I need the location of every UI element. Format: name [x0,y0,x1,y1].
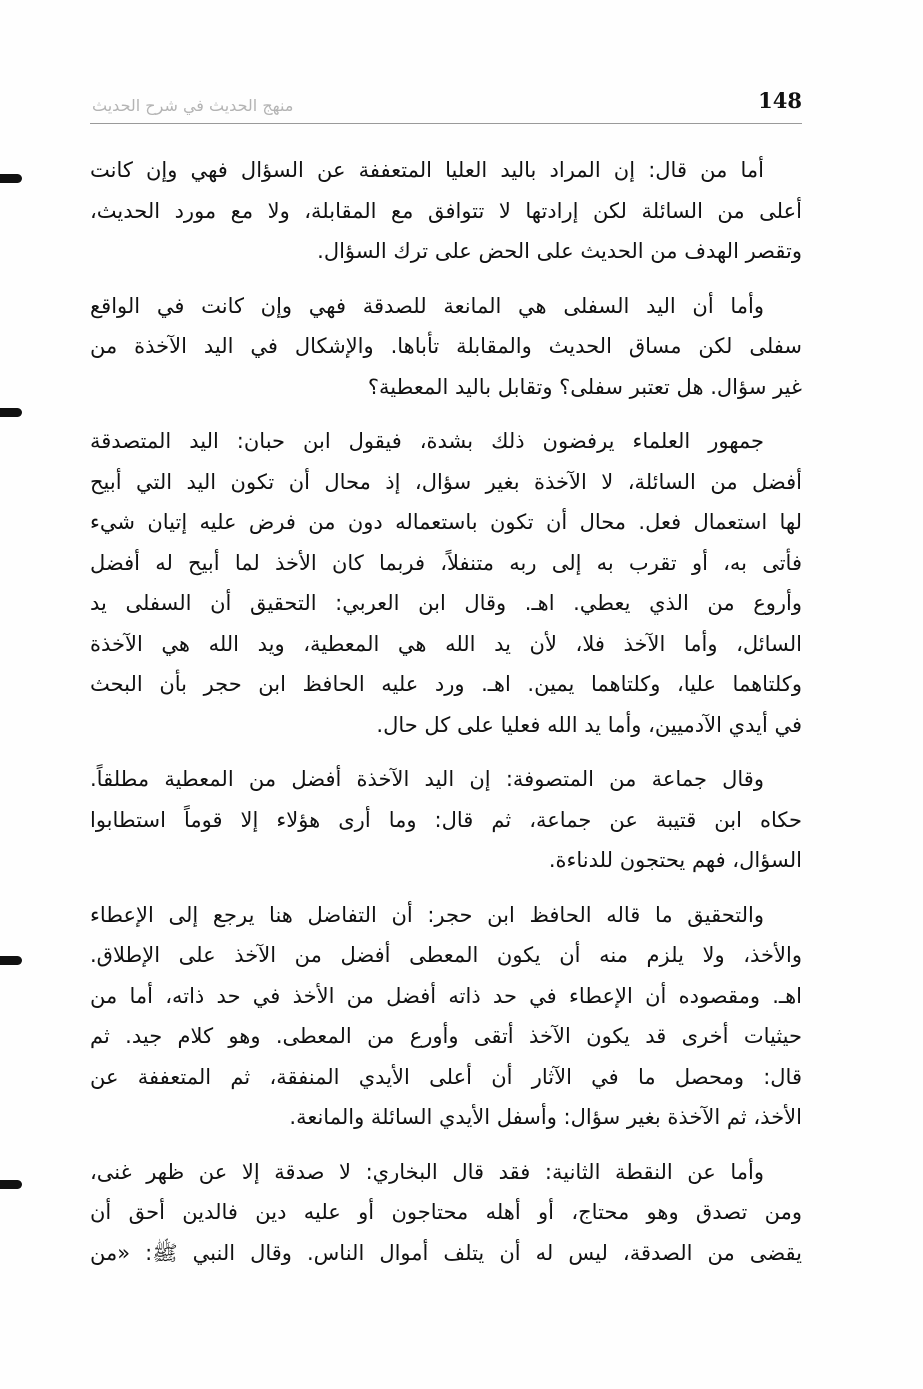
binding-mark [0,956,22,965]
header-rule [90,123,802,124]
text-line: وأروع من الذي يعطي. اهـ. وقال ابن العربي: التحقيق أن السفلى يد [90,591,802,615]
text-line: فأتى به، أو تقرب به إلى ربه متنفلاً، فربما كان الأخذ لما أبيح له أفضل [90,550,802,575]
text-line: والتحقيق ما قاله الحافظ ابن حجر: أن التفاضل هنا يرجع إلى الإعطاء [90,902,764,927]
page-header [90,88,802,122]
paragraph [90,150,802,272]
binding-mark [0,408,22,417]
text-line: في أيدي الآدميين، وأما يد الله فعليا على كل حال. [376,712,802,737]
text-line: الأخذ، ثم الآخذة بغير سؤال: وأسفل الأيدي السائلة والمانعة. [289,1105,802,1129]
text-line: وأما أن اليد السفلى هي المانعة للصدقة فهي وإن كانت في الواقع [90,293,764,318]
text-line: جمهور العلماء يرفضون ذلك بشدة، فيقول ابن حبان: اليد المتصدقة [90,429,764,453]
text-line: وتقصر الهدف من الحديث على الحض على ترك السؤال. [317,239,802,263]
text-line: لها استعمال فعل. محال أن تكون باستعماله دون من فرض عليه إتيان شيء [90,510,802,534]
paragraph [90,421,802,745]
binding-mark [0,1180,22,1189]
paragraph [90,895,802,1138]
text-line: أفضل من السائلة، لا الآخذة بغير سؤال، إذ محال أن تكون اليد التي أبيح [90,469,802,494]
text-line: قال: ومحصل ما في الآثار أن أعلى الأيدي المنفقة، ثم المتعففة عن [90,1064,802,1089]
text-line: وقال جماعة من المتصوفة: إن اليد الآخذة أفضل من المعطية مطلقاً. [90,767,764,791]
text-line: السؤال، فهم يحتجون للدناءة. [548,848,802,872]
paragraph [90,1152,802,1274]
text-line: غير سؤال. هل تعتبر سفلى؟ وتقابل باليد المعطية؟ [367,374,802,399]
text-line: حكاه ابن قتيبة عن جماعة، ثم قال: وما أرى هؤلاء إلا قوماً استطابوا [90,807,802,832]
text-line: أما من قال: إن المراد باليد العليا المتعففة عن السؤال فهي وإن كانت [90,158,764,182]
text-line: سفلى لكن مساق الحديث والمقابلة تأباها. والإشكال في اليد الآخذة من [90,334,802,358]
body-text [90,150,802,1287]
text-line: والأخذ، ولا يلزم منه أن يكون المعطى أفضل من الآخذ على الإطلاق. [90,943,802,967]
text-line: وأما عن النقطة الثانية: فقد قال البخاري: لا صدقة إلا عن ظهر غنى، [90,1159,764,1184]
paragraph [90,759,802,881]
text-line: يقضى من الصدقة، ليس له أن يتلف أموال الناس. وقال النبي ﷺ: «من [90,1240,802,1265]
text-line: وكلتاهما عليا، وكلتاهما يمين. اهـ. ورد عليه الحافظ ابن حجر بأن البحث [90,672,802,696]
text-line: اهـ. ومقصوده أن الإعطاء في حد ذاته أفضل من الأخذ في حد ذاته، أما من [90,983,802,1008]
paragraph [90,286,802,408]
page-number: 148 [758,88,802,113]
text-line: السائل، وأما الآخذ فلا، لأن يد الله هي المعطية، ويد الله هي الآخذة [90,631,802,656]
binding-mark [0,174,22,183]
text-line: أعلى من السائلة لكن إرادتها لا تتوافق مع المقابلة، ولا مع مورد الحديث، [90,198,802,223]
text-line: ومن تصدق وهو محتاج، أو أهله محتاجون أو عليه دين فالدين أحق أن [90,1200,802,1224]
running-head: منهج الحديث في شرح الحديث [92,96,294,115]
text-line: حيثيات أخرى قد يكون الآخذ أتقى وأورع من المعطى. وهو كلام جيد. ثم [90,1024,802,1048]
